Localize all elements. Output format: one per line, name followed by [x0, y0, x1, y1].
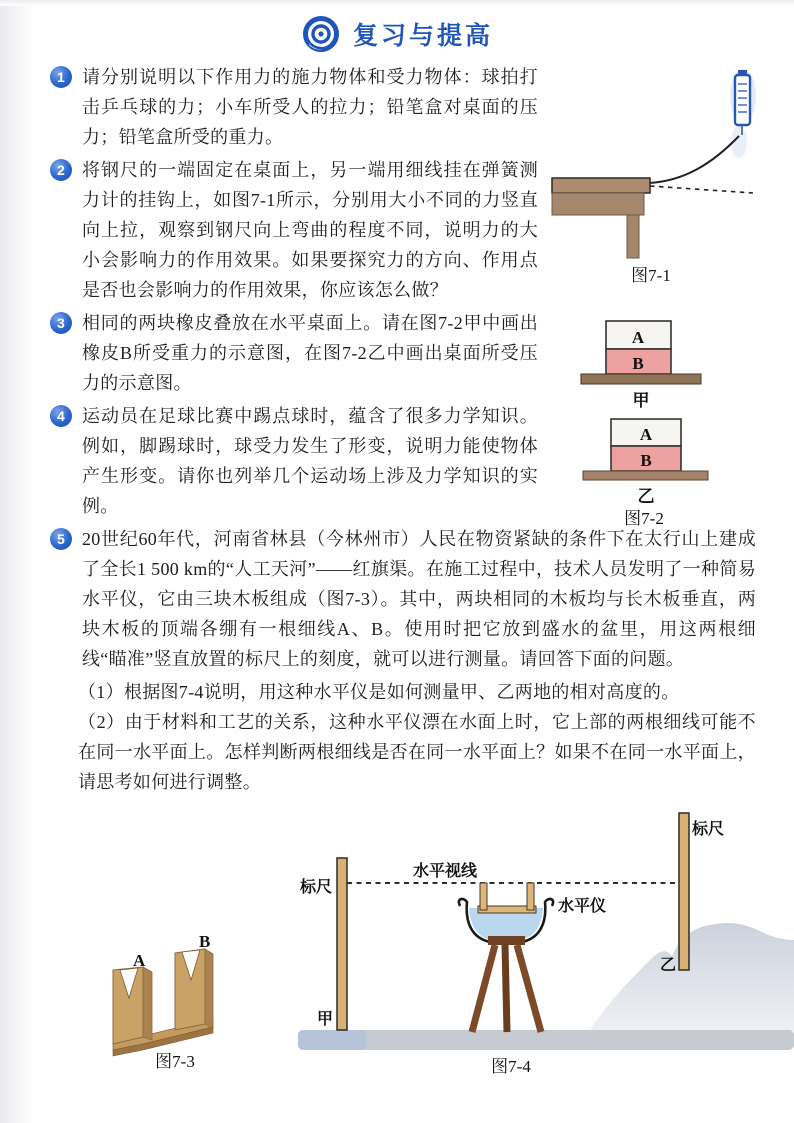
sight-line-label: 水平视线	[412, 863, 478, 880]
floating-level	[478, 883, 536, 913]
question-4	[50, 401, 756, 521]
scan-edge-top	[0, 0, 794, 6]
figure-7-4-caption: 图7-4	[491, 1057, 531, 1076]
ruler-right	[679, 813, 689, 970]
string-b-label: B	[199, 932, 211, 951]
question-text: 将钢尺的一端固定在桌面上，另一端用细线挂在弹簧测力计的挂钩上，如图7-1所示，分别用大小不同的力竖直向上拉，观察到钢尺向上弯曲的程度不同，说明力的大小会影响力的作用效果。如果要探究力的方向、作用点是否也会影响力的作用效果，你应该怎么做？	[82, 160, 538, 300]
figure-7-3-caption: 图7-3	[155, 1052, 195, 1071]
ground-blue-patch	[298, 1030, 366, 1050]
question-number-badge: 2	[50, 159, 72, 181]
block-b-label: B	[632, 354, 644, 373]
string-a-label: A	[133, 951, 146, 970]
scan-edge	[0, 0, 34, 1123]
level-board-a	[113, 967, 152, 1044]
site-jia-label: 甲	[317, 1011, 334, 1028]
block-b-label: B	[640, 451, 652, 470]
tripod	[472, 936, 541, 1032]
figure-7-1-caption: 图7-1	[631, 266, 671, 285]
yi-label: 乙	[637, 487, 655, 506]
block-a-label: A	[631, 328, 645, 347]
question-text: 运动员在足球比赛中踢点球时，蕴含了很多力学知识。例如，脚踢球时，球受力发生了形变，说明力能使物体产生形变。请你也列举几个运动场上涉及力学知识的实例。	[82, 406, 538, 516]
question-text: 相同的两块橡皮叠放在水平桌面上。请在图7-2甲中画出橡皮B所受重力的示意图，在图7-2乙中画出桌面所受压力的示意图。	[82, 313, 538, 393]
question-5	[50, 524, 756, 674]
section-header	[0, 14, 794, 54]
question-number-badge: 5	[50, 528, 72, 550]
ground-strip	[298, 1030, 794, 1050]
jia-label: 甲	[632, 391, 650, 410]
site-yi-label: 乙	[660, 957, 677, 974]
page-title: 复习与提高	[352, 22, 493, 50]
content-column	[50, 62, 756, 797]
ruler-left	[337, 858, 347, 1030]
subquestion-1: （1）根据图7-4说明，用这种水平仪是如何测量甲、乙两地的相对高度的。	[78, 682, 680, 702]
figure-7-2-caption: 图7-2	[624, 509, 664, 528]
concentric-rings-icon	[301, 14, 341, 54]
ruler-right-label: 标尺	[692, 821, 725, 838]
question-text: 请分别说明以下作用力的施力物体和受力物体：球拍打击乒乓球的力；小车所受人的拉力；铅笔盒对桌面的压力；铅笔盒所受的重力。	[82, 67, 538, 147]
question-text: 20世纪60年代，河南省林县（今林州市）人民在物资紧缺的条件下在太行山上建成了全长1 500 km的“人工天河”——红旗渠。在施工过程中，技术人员发明了一种简易水平仪，它由三块木板组成（图7-3）。其中，两块相同的木板均与长木板垂直，两块木板的顶端各绷有一根细线A、B。使用时把它放到盛水的盆里，用这两根细线“瞄准”竖直放置的标尺上的刻度，就可以进行测量。请回答下面的问题。	[82, 529, 756, 669]
block-a-label: A	[639, 425, 653, 444]
question-number-badge: 4	[50, 405, 72, 427]
question-number-badge: 1	[50, 66, 72, 88]
question-2	[50, 155, 756, 305]
question-1	[50, 62, 756, 152]
subquestion-2: （2）由于材料和工艺的关系，这种水平仪漂在水面上时，它上部的两根细线可能不在同一水平面上。怎样判断两根细线是否在同一水平面上？如果不在同一水平面上，请思考如何进行调整。	[78, 712, 756, 792]
level-board-b	[175, 949, 213, 1030]
question-number-badge: 3	[50, 312, 72, 334]
ruler-left-label: 标尺	[300, 879, 333, 896]
figure-7-3	[95, 930, 300, 1058]
question-3	[50, 308, 756, 398]
hill-terrain	[588, 923, 794, 1032]
figure-7-4	[290, 808, 794, 1080]
level-label: 水平仪	[558, 898, 607, 915]
